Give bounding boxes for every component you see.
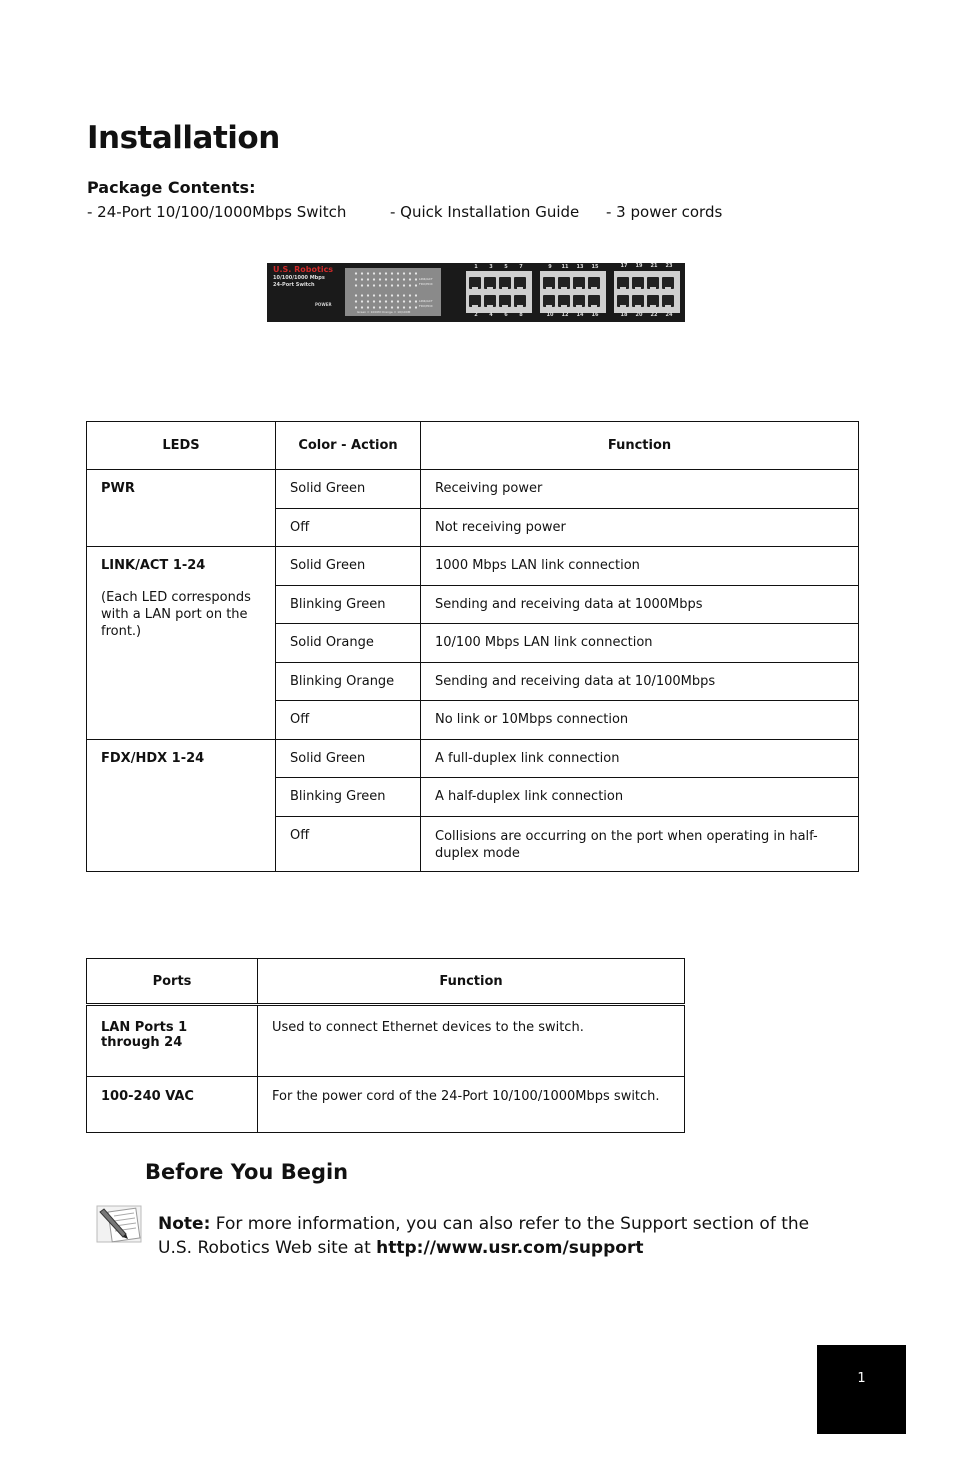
- table-row: [87, 740, 859, 778]
- page-title: Installation: [87, 120, 280, 156]
- port-group: [540, 271, 606, 313]
- color-cell: Off: [276, 509, 421, 547]
- panel-power-label: POWER: [315, 302, 332, 307]
- panel-brand: U.S. Robotics: [273, 265, 334, 274]
- color-cell: Off: [276, 817, 421, 872]
- table-header-row: [87, 959, 685, 1005]
- function-cell: For the power cord of the 24-Port 10/100/1000Mbps switch.: [258, 1077, 685, 1133]
- function-cell: 10/100 Mbps LAN link connection: [421, 624, 859, 663]
- function-cell: Sending and receiving data at 10/100Mbps: [421, 663, 859, 701]
- led-row: [353, 294, 417, 297]
- note-text: [158, 1212, 838, 1260]
- function-cell: No link or 10Mbps connection: [421, 701, 859, 740]
- color-cell: Blinking Green: [276, 778, 421, 817]
- color-cell: Solid Green: [276, 470, 421, 509]
- led-row: [353, 284, 417, 287]
- led-link-note: (Each LED corresponds with a LAN port on the front.): [101, 590, 251, 639]
- color-cell: Blinking Green: [276, 586, 421, 624]
- color-cell: Off: [276, 701, 421, 740]
- led-label: FDX/HDX: [419, 282, 433, 286]
- function-cell: Used to connect Ethernet devices to the switch.: [258, 1005, 685, 1077]
- header-function: Function: [258, 959, 685, 1005]
- panel-model-line2: 24-Port Switch: [273, 282, 315, 288]
- header-function: Function: [421, 422, 859, 470]
- led-row: [353, 272, 417, 275]
- color-cell: Solid Green: [276, 740, 421, 778]
- led-row: [353, 278, 417, 281]
- package-item-power-cords: - 3 power cords: [606, 203, 723, 221]
- function-cell: Receiving power: [421, 470, 859, 509]
- led-label: LINK/ACT: [419, 277, 433, 281]
- page-number: 1: [857, 1371, 866, 1386]
- header-ports: Ports: [87, 959, 258, 1005]
- note-body: For more information, you can also refer to the Support section of the U.S. Robotics Web site at: [158, 1214, 810, 1258]
- port-name-cell: LAN Ports 1 through 24: [87, 1005, 258, 1077]
- led-name-pwr: PWR: [87, 470, 276, 547]
- panel-model: [273, 275, 325, 289]
- notepad-pencil-icon: [96, 1204, 142, 1244]
- led-label: FDX/HDX: [419, 304, 433, 308]
- note-label: Note:: [158, 1214, 211, 1234]
- panel-model-line1: 10/100/1000 Mbps: [273, 275, 325, 281]
- led-name-link-act: [87, 547, 276, 740]
- led-table: [86, 421, 859, 872]
- table-row: [87, 470, 859, 509]
- package-item-switch: - 24-Port 10/100/1000Mbps Switch: [87, 203, 347, 221]
- before-you-begin-heading: Before You Begin: [145, 1160, 349, 1184]
- table-row: [87, 1005, 685, 1077]
- led-name-fdx-hdx: FDX/HDX 1-24: [87, 740, 276, 872]
- table-row: [87, 1077, 685, 1133]
- function-cell: A full-duplex link connection: [421, 740, 859, 778]
- function-cell: Sending and receiving data at 1000Mbps: [421, 586, 859, 624]
- port-group: [466, 271, 532, 313]
- package-item-guide: - Quick Installation Guide: [390, 203, 580, 221]
- switch-front-panel-image: U.S. Robotics 10/100/1000 Mbps 24-Port Switch POWER LINK/ACT FDX/HDX LINK/ACT FDX/HDX Green = 1000M Orange = 10/100M 1 3 5 7 9 11 13 15 17 19 21 23 2 4 6 8 10 12 14 16 18 20 22 24: [267, 263, 685, 322]
- package-contents-heading: Package Contents:: [87, 178, 256, 197]
- function-cell: Collisions are occurring on the port when operating in half-duplex mode: [421, 817, 859, 872]
- page-number-box: [817, 1345, 906, 1434]
- function-cell: A half-duplex link connection: [421, 778, 859, 817]
- color-cell: Solid Orange: [276, 624, 421, 663]
- header-color-action: Color - Action: [276, 422, 421, 470]
- ports-table: [86, 958, 685, 1133]
- color-cell: Blinking Orange: [276, 663, 421, 701]
- panel-led-area: [345, 268, 441, 316]
- port-name-cell: 100-240 VAC: [87, 1077, 258, 1133]
- led-name-link-act-label: LINK/ACT 1-24: [101, 558, 206, 573]
- function-cell: 1000 Mbps LAN link connection: [421, 547, 859, 586]
- support-link[interactable]: http://www.usr.com/support: [376, 1238, 644, 1258]
- function-cell: Not receiving power: [421, 509, 859, 547]
- port-group: [614, 271, 680, 313]
- table-header-row: [87, 422, 859, 470]
- color-cell: Solid Green: [276, 547, 421, 586]
- table-row: [87, 547, 859, 586]
- led-row: [353, 306, 417, 309]
- led-legend: Green = 1000M Orange = 10/100M: [357, 310, 411, 314]
- header-leds: LEDS: [87, 422, 276, 470]
- led-row: [353, 300, 417, 303]
- led-label: LINK/ACT: [419, 299, 433, 303]
